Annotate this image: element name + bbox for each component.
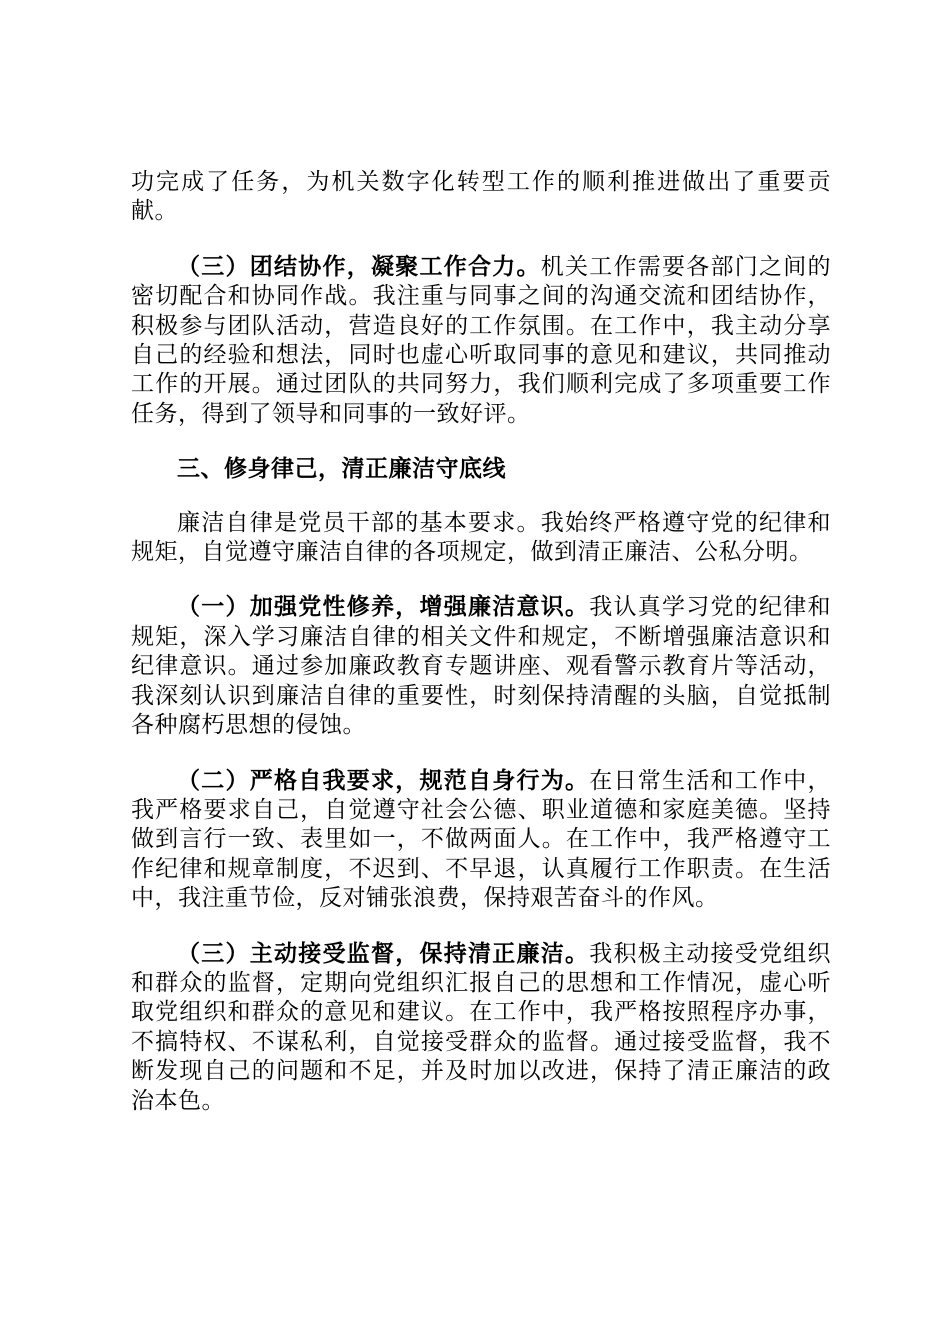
paragraph-text: 我积极主动接受党组织和群众的监督，定期向党组织汇报自己的思想和工作情况，虚心听取党组织和群众的意见和建议。在工作中，我严格按照程序办事，不搞特权、不谋私利，自觉接受群众的监督。通过接受监督，我不断发现自己的问题和不足，并及时加以改进，保持了清正廉洁的政治本色。 bbox=[131, 940, 831, 1114]
paragraph-party-cultivation bbox=[131, 592, 831, 740]
section-heading bbox=[131, 454, 831, 483]
section-heading-text: 三、修身律己，清正廉洁守底线 bbox=[177, 455, 506, 483]
paragraph-lead: （二）严格自我要求，规范自身行为。 bbox=[177, 766, 590, 794]
paragraph-self-discipline bbox=[131, 766, 831, 914]
paragraph-lead: （三）主动接受监督，保持清正廉洁。 bbox=[177, 939, 590, 967]
paragraph-text: 我认真学习党的纪律和规矩，深入学习廉洁自律的相关文件和规定，不断增强廉洁意识和纪律意识。通过参加廉政教育专题讲座、观看警示教育片等活动，我深刻认识到廉洁自律的重要性，时刻保持清醒的头脑，自觉抵制各种腐朽思想的侵蚀。 bbox=[131, 594, 831, 739]
paragraph-lead: （一）加强党性修养，增强廉洁意识。 bbox=[177, 593, 590, 621]
paragraph-text: 功完成了任务，为机关数字化转型工作的顺利推进做出了重要贡献。 bbox=[131, 169, 831, 225]
paragraph-intro bbox=[131, 509, 831, 568]
paragraph-continuation bbox=[131, 168, 831, 227]
paragraph-lead: （三）团结协作，凝聚工作合力。 bbox=[177, 252, 541, 280]
document-page bbox=[131, 168, 831, 1141]
paragraph-text: 在日常生活和工作中，我严格要求自己，自觉遵守社会公德、职业道德和家庭美德。坚持做到言行一致、表里如一，不做两面人。在工作中，我严格遵守工作纪律和规章制度，不迟到、不早退，认真履行工作职责。在生活中，我注重节俭，反对铺张浪费，保持艰苦奋斗的作风。 bbox=[131, 767, 831, 912]
paragraph-text: 机关工作需要各部门之间的密切配合和协同作战。我注重与同事之间的沟通交流和团结协作，积极参与团队活动，营造良好的工作氛围。在工作中，我主动分享自己的经验和想法，同时也虚心听取同事的意见和建议，共同推动工作的开展。通过团队的共同努力，我们顺利完成了多项重要工作任务，得到了领导和同事的一致好评。 bbox=[131, 253, 831, 427]
paragraph-text: 廉洁自律是党员干部的基本要求。我始终严格遵守党的纪律和规矩，自觉遵守廉洁自律的各项规定，做到清正廉洁、公私分明。 bbox=[131, 509, 831, 566]
paragraph-supervision bbox=[131, 939, 831, 1116]
paragraph-teamwork bbox=[131, 252, 831, 429]
